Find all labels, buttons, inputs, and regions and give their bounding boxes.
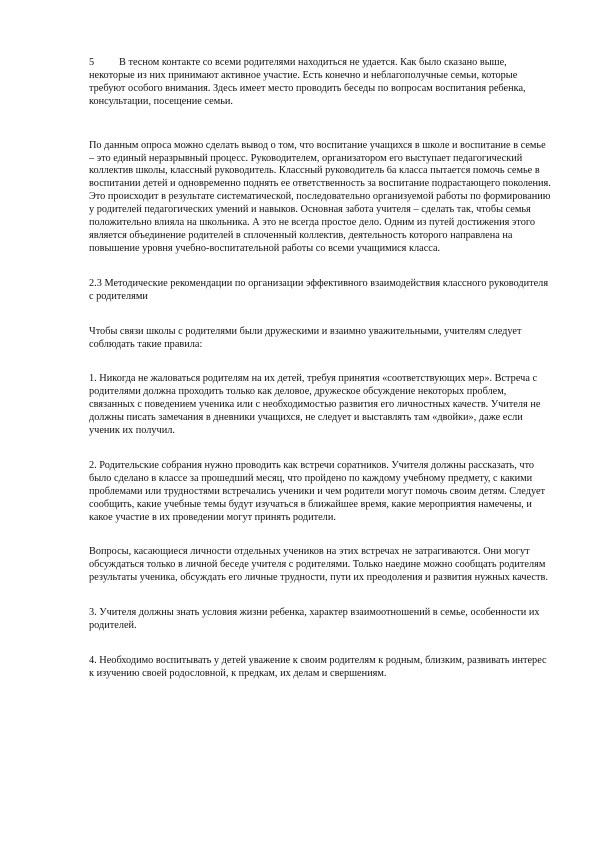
section-heading: 2.3 Методические рекомендации по организации эффективного взаимодействия классного руководителя с родителями: [89, 277, 549, 302]
intro-text: В тесном контакте со всеми родителями находиться не удается. Как было сказано выше, некоторые из них принимают активное участие. Есть конечно и неблагополучные семьи, которые требуют особого внимания. Здесь имеет место проводить беседы по вопросам воспитания ребенка, консультации, посещение семьи.: [89, 57, 526, 107]
document-page: [89, 57, 553, 681]
rule-2-paragraph: 2. Родительские собрания нужно проводить как встречи соратников. Учителя должны рассказать, что было сделано в классе за прошедший месяц, что пройдено по каждому учебному предмету, с какими проблемами или трудностями встречались ученики и чем родители могут помочь своим детям. Следует сообщить, какие учебные темы будут изучаться в ближайшее время, какие мероприятия намечены, и какое участие в их проведении могут принять родители.: [89, 459, 546, 523]
spacer: [89, 438, 553, 460]
spacer: [89, 585, 553, 607]
spacer: [89, 633, 553, 655]
rule-1-paragraph: 1. Никогда не жаловаться родителям на их детей, требуя принятия «соответствующих мер». Встреча с родителями должна проходить только как деловое, дружеское обсуждение некоторых проблем, связанных с поведением ученика или с необходимостью развития его личностных качеств. Учителя не должны писать замечания в дневники учащихся, не следует и выставлять там «двойки», даже если ученик их получил.: [89, 373, 541, 437]
spacer: [89, 524, 553, 546]
personal-issues-paragraph: Вопросы, касающиеся личности отдельных учеников на этих встречах не затрагиваются. Они могут обсуждаться только в личной беседе учителя с родителями. Только наедине можно сообщать родителям результаты ученика, обсуждать его личные трудности, пути их преодоления и развития нужных качеств.: [89, 546, 548, 584]
spacer: [89, 109, 553, 140]
spacer: [89, 304, 553, 326]
intro-paragraph: [89, 57, 553, 109]
rule-3-paragraph: 3. Учителя должны знать условия жизни ребенка, характер взаимоотношений в семье, особенности их родителей.: [89, 607, 540, 632]
rules-intro-paragraph: Чтобы связи школы с родителями были дружескими и взаимно уважительными, учителям следует соблюдать такие правила:: [89, 325, 522, 350]
spacer: [89, 351, 553, 373]
rule-4-paragraph: 4. Необходимо воспитывать у детей уважение к своим родителям к родным, близким, развивать интерес к изучению своей родословной, к предкам, их делам и свершениям.: [89, 655, 547, 679]
spacer: [89, 256, 553, 278]
intro-number: 5: [89, 57, 95, 68]
survey-paragraph: По данным опроса можно сделать вывод о том, что воспитание учащихся в школе и воспитание в семье – это единый неразрывный процесс. Руководителем, организатором его выступает педагогический коллектив школы, классный руководитель. Классный руководитель 6а класса пытается помочь семье в воспитании детей и одновременно поднять ее ответственность за воспитание подрастающего поколения. Это происходит в результате систематической, последовательно организуемой работы по формированию у родителей педагогических умений и навыков. Основная забота учителя – сделать так, чтобы семья положительно влияла на школьника. А это не всегда простое дело. Одним из путей достижения этого является объединение родителей в сплоченный коллектив, деятельность которого направлена на повышение уровня учебно-воспитательной работы со всеми учащимися класса.: [89, 139, 551, 254]
